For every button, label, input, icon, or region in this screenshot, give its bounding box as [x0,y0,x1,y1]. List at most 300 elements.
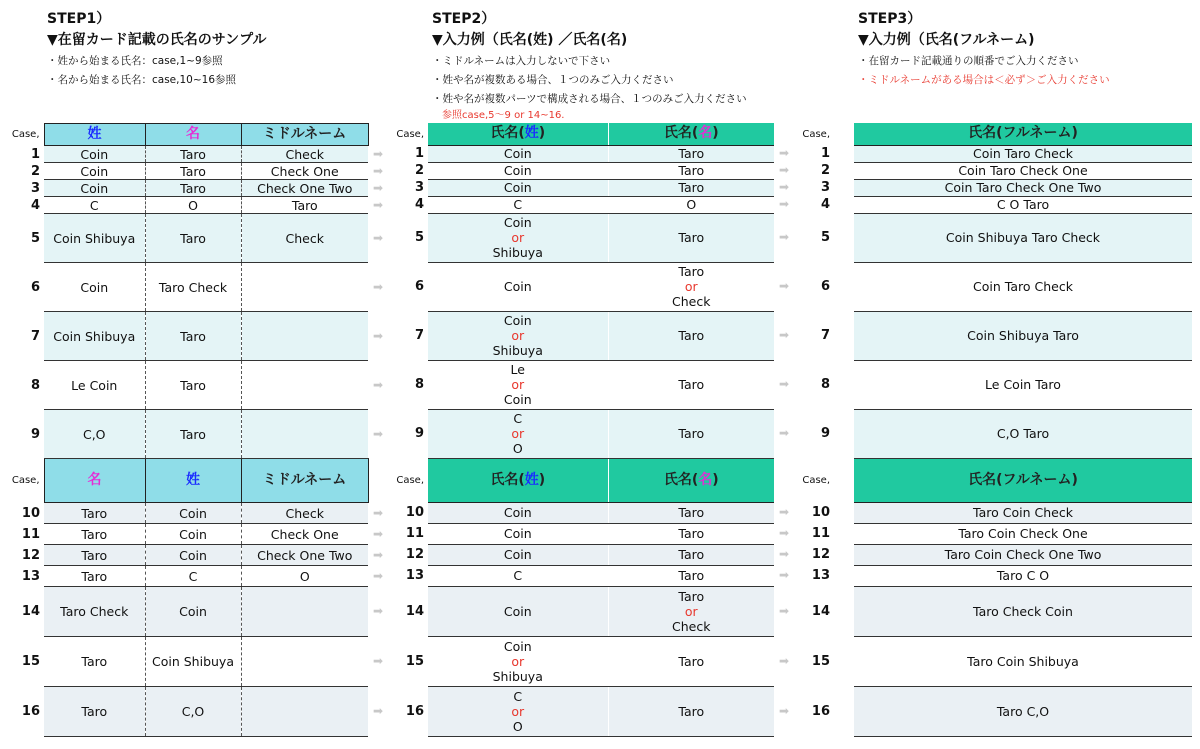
step3-title: STEP3） [858,11,922,27]
cell-fullname: Coin Shibuya Taro Check [854,213,1192,262]
cell-sei [428,636,608,686]
spacer [834,409,854,458]
cell-col-2: C [145,566,241,587]
mei-part: Taro [678,653,705,669]
arrow-icon: ➡ [778,703,790,718]
cell-col-1: C [44,197,145,214]
step2-note-2: ・姓や名が複数ある場合、１つのみご入力ください [432,74,674,86]
cell-sei [428,145,608,162]
step2-title: STEP2） [432,11,496,27]
header-mei-word: 名 [698,471,713,488]
cell-fullname: C O Taro [854,196,1192,213]
cell-col-2: Taro [145,361,241,410]
table-row [794,586,1192,636]
cell-fullname: Taro Coin Check One [854,523,1192,544]
mei-part: Taro [678,588,705,604]
or-label: or [511,703,525,719]
table-row [794,544,1192,565]
arrow-icon: ➡ [778,197,790,211]
spacer [834,145,854,162]
cell-sei [428,162,608,179]
cell-col-1: Coin Shibuya [44,312,145,361]
or-label: or [511,426,525,441]
cell-col-2: Coin Shibuya [145,637,241,687]
table-row [0,163,388,180]
step1-note-2: ・名から始まる氏名：case,10~16参照 [47,74,236,86]
table-row [0,587,388,637]
arrow-icon: ➡ [372,654,384,668]
spacer [834,502,854,523]
cell-middlename: Check [241,146,368,163]
spacer [368,459,388,503]
table-row [0,524,388,545]
cell-middlename [241,587,368,637]
header-mei-pre: 氏名( [663,125,699,142]
or-label: or [511,328,525,343]
spacer [368,124,388,146]
cell-col-2: O [145,197,241,214]
arrow-icon: ➡ [372,146,384,161]
cell-sei [428,179,608,196]
table-row [388,213,794,262]
cell-middlename [241,687,368,737]
arrow-icon: ➡ [372,604,384,618]
cell-mei [608,565,774,586]
table-row [0,410,388,459]
header-sei [428,458,608,502]
cell-fullname: Coin Taro Check [854,145,1192,162]
header-fullname: 氏名(フルネーム) [854,458,1192,502]
cell-mei [608,360,774,409]
case-number: 7 [414,328,424,343]
case-number: 6 [30,279,40,295]
spacer [834,523,854,544]
table-row [388,360,794,409]
cell-col-1: Taro Check [44,587,145,637]
spacer [834,262,854,311]
case-number: 14 [21,604,40,619]
step2-note-3: ・姓や名が複数パーツで構成される場合、１つのみご入力ください [432,93,747,105]
table-row [794,686,1192,736]
cell-mei [608,213,774,262]
cell-col-1: Coin [44,146,145,163]
step1-title: STEP1） [47,11,111,27]
table-row [388,544,794,565]
cell-middlename: Check [241,503,368,524]
arrow-icon: ➡ [778,526,790,540]
case-number: 5 [414,230,424,245]
sei-part: Coin [503,603,532,619]
header-fullname: 氏名(フルネーム) [854,123,1192,145]
cell-sei [428,686,608,736]
arrow-icon: ➡ [778,279,790,293]
sei-part: C [513,197,523,212]
table-row [794,213,1192,262]
arrow-icon: ➡ [778,505,790,519]
arrow-icon: ➡ [372,526,384,541]
spacer [834,586,854,636]
cell-col-1: Taro [44,566,145,587]
table-row [794,409,1192,458]
header-row [388,123,794,145]
sei-part: C [513,411,523,426]
case-number: 1 [414,146,424,161]
table-row [794,523,1192,544]
case-number: 11 [21,526,40,542]
case-number: 16 [811,703,830,719]
arrow-icon: ➡ [778,377,790,391]
arrow-icon: ➡ [372,230,384,245]
cell-col-1: Coin [44,180,145,197]
table-row [388,686,794,736]
cell-col-1: Taro [44,524,145,545]
cell-sei [428,311,608,360]
cell-mei [608,145,774,162]
arrow-icon: ➡ [778,547,790,561]
sei-part: Shibuya [492,245,543,260]
spacer [834,544,854,565]
header-sei-pre: 氏名( [490,471,525,488]
step2-note-1: ・ミドルネームは入力しないで下さい [432,55,611,67]
sei-part: C [513,688,523,704]
spacer [774,458,794,502]
step1-note-1: ・姓から始まる氏名：case,1~9参照 [47,55,223,67]
table-row [388,523,794,544]
arrow-icon: ➡ [372,279,384,294]
table-row [794,262,1192,311]
table-row [0,197,388,214]
cell-sei [428,196,608,213]
arrow-icon: ➡ [372,426,384,441]
mei-part: Check [672,294,711,309]
case-number: 5 [820,230,830,245]
arrow-icon: ➡ [778,653,790,668]
case-number: 10 [811,505,830,520]
case-number: 8 [30,377,40,393]
table-row [794,502,1192,523]
cell-middlename: Check One Two [241,180,368,197]
mei-part: Check [672,618,711,634]
table-row [794,145,1192,162]
cell-middlename [241,361,368,410]
cell-fullname: Taro C,O [854,686,1192,736]
cell-middlename: O [241,566,368,587]
cell-middlename: Check One Two [241,545,368,566]
case-number: 1 [30,146,40,162]
case-number: 2 [30,163,40,179]
step1-header [47,10,267,90]
mei-part: O [686,197,697,212]
cell-col-2: Taro [145,146,241,163]
case-label: Case, [802,128,830,140]
header-mei [608,123,774,145]
step1-subtitle: ▼在留カード記載の氏名のサンプル [47,32,267,48]
cell-mei [608,523,774,544]
case-number: 13 [405,568,424,583]
table-row [0,503,388,524]
cell-mei [608,311,774,360]
arrow-icon: ➡ [778,163,790,177]
mei-part: Taro [678,505,705,520]
mei-part: Taro [678,377,705,392]
table-row [388,179,794,196]
table-row [0,146,388,163]
cell-sei [428,262,608,311]
mei-part: Taro [678,230,705,245]
cell-fullname: Coin Shibuya Taro [854,311,1192,360]
cell-fullname: Taro Coin Check [854,502,1192,523]
cell-col-1: Coin Shibuya [44,214,145,263]
header-mei-post: ) [712,471,719,488]
table-row [388,502,794,523]
spacer [834,196,854,213]
case-number: 3 [414,180,424,195]
step3-note-1: ・在留カード記載通りの順番でご入力ください [858,55,1079,67]
case-label: Case, [11,475,40,486]
case-number: 1 [820,146,830,161]
table-row [0,637,388,687]
sei-part: Coin [503,215,532,230]
case-number: 16 [405,703,424,719]
sei-part: Le [510,362,525,377]
sei-part: Coin [503,392,532,407]
table-row [388,162,794,179]
cell-sei [428,523,608,544]
sei-part: Coin [503,505,532,520]
arrow-icon: ➡ [372,197,384,212]
cell-fullname: Coin Taro Check One [854,162,1192,179]
case-number: 13 [811,568,830,583]
step3-note-2: ・ミドルネームがある場合は＜必ず＞ご入力ください [858,74,1110,86]
cell-mei [608,262,774,311]
step2-header [432,10,747,123]
mei-part: Taro [678,526,705,541]
mei-part: Taro [678,163,705,178]
mei-part: Taro [678,264,705,279]
case-number: 15 [21,654,40,669]
spacer [834,179,854,196]
header-row [794,123,1192,145]
or-label: or [511,230,525,245]
cell-sei [428,565,608,586]
header-sei-word: 姓 [524,125,539,142]
spacer [834,213,854,262]
table-row [0,361,388,410]
cell-col-2: Coin [145,545,241,566]
header-col-middlename: ミドルネーム [241,124,368,146]
arrow-icon: ➡ [372,704,384,718]
header-row [794,458,1192,502]
cell-col-1: Taro [44,545,145,566]
sei-part: Coin [503,146,532,161]
header-row [0,124,388,146]
mei-part: Taro [678,568,705,583]
table-row [794,162,1192,179]
spacer [774,123,794,145]
cell-fullname: Le Coin Taro [854,360,1192,409]
case-number: 5 [30,230,40,246]
table-row [0,312,388,361]
cell-fullname: Taro C O [854,565,1192,586]
cell-fullname: Taro Coin Shibuya [854,636,1192,686]
cell-col-2: Taro [145,312,241,361]
case-number: 9 [30,426,40,442]
registered-name-table [0,123,388,737]
header-col-middlename: ミドルネーム [241,459,368,503]
header-sei-word: 姓 [524,471,539,488]
spacer [834,311,854,360]
cell-mei [608,686,774,736]
case-number: 16 [21,704,40,719]
case-number: 12 [405,547,424,562]
arrow-icon: ➡ [778,180,790,194]
table-row [388,145,794,162]
cell-mei [608,586,774,636]
table-row [794,565,1192,586]
mei-part: Taro [678,180,705,195]
cell-col-1: Taro [44,503,145,524]
header-mei-word: 名 [698,125,713,142]
mei-part: Taro [678,426,705,441]
table-row [388,311,794,360]
cell-middlename [241,263,368,312]
arrow-icon: ➡ [372,568,384,583]
cell-middlename: Check One [241,163,368,180]
case-number: 6 [820,279,830,294]
cell-mei [608,544,774,565]
step3-header [858,10,1110,90]
cell-col-1: C,O [44,410,145,459]
table-row [388,262,794,311]
cell-fullname: Coin Taro Check One Two [854,179,1192,196]
sei-part: Coin [503,638,532,654]
cell-fullname: C,O Taro [854,409,1192,458]
cell-sei [428,360,608,409]
case-number: 14 [405,603,424,619]
case-number: 8 [820,377,830,392]
case-number: 3 [30,180,40,196]
case-number: 11 [811,526,830,541]
cell-fullname: Taro Check Coin [854,586,1192,636]
input-example-fullname-table [794,123,1192,737]
cell-fullname: Coin Taro Check [854,262,1192,311]
arrow-icon: ➡ [778,146,790,160]
arrow-icon: ➡ [778,603,790,618]
cell-sei [428,409,608,458]
cell-col-1: Coin [44,163,145,180]
cell-col-1: Taro [44,637,145,687]
case-number: 7 [820,328,830,343]
case-number: 4 [820,197,830,212]
arrow-icon: ➡ [372,547,384,562]
table-row [0,566,388,587]
arrow-icon: ➡ [778,230,790,244]
sei-part: C [513,568,523,583]
case-number: 4 [414,197,424,212]
cell-middlename [241,312,368,361]
header-col-1: 姓 [44,124,145,146]
table-row [388,636,794,686]
header-sei [428,123,608,145]
arrow-icon: ➡ [778,568,790,582]
case-number: 7 [30,328,40,344]
cell-mei [608,502,774,523]
cell-col-2: Coin [145,503,241,524]
table-row [794,196,1192,213]
cell-col-2: Coin [145,524,241,545]
arrow-icon: ➡ [372,180,384,195]
sei-part: Coin [503,547,532,562]
sei-part: Coin [503,279,532,294]
cell-middlename: Taro [241,197,368,214]
case-label: Case, [802,474,830,486]
table-row [794,179,1192,196]
spacer [834,458,854,502]
table-row [794,360,1192,409]
case-number: 12 [21,547,40,563]
cell-sei [428,213,608,262]
spacer [834,162,854,179]
spacer [834,686,854,736]
cell-mei [608,179,774,196]
or-label: or [511,653,525,669]
cell-sei [428,502,608,523]
mei-part: Taro [678,703,705,719]
step2-reference: 参照case,5〜9 or 14~16. [442,110,565,121]
sei-part: Shibuya [492,343,543,358]
table-row [388,409,794,458]
mei-part: Taro [678,146,705,161]
spacer [834,360,854,409]
header-mei [608,458,774,502]
or-label: or [511,377,525,392]
case-number: 15 [811,653,830,669]
case-number: 4 [30,197,40,213]
or-label: or [684,603,698,619]
sei-part: Coin [503,163,532,178]
spacer [834,123,854,145]
table-row [0,687,388,737]
table-row [0,214,388,263]
case-number: 6 [414,279,424,294]
cell-col-1: Le Coin [44,361,145,410]
case-number: 9 [414,426,424,441]
arrow-icon: ➡ [372,377,384,392]
case-number: 2 [414,163,424,178]
arrow-icon: ➡ [372,163,384,178]
cell-sei [428,544,608,565]
sei-part: O [512,718,523,734]
arrow-icon: ➡ [372,505,384,520]
cell-col-1: Coin [44,263,145,312]
table-row [388,196,794,213]
header-row [0,459,388,503]
cell-mei [608,196,774,213]
header-sei-post: ) [538,125,546,142]
case-number: 13 [21,568,40,584]
sei-part: O [512,441,523,456]
header-mei-post: ) [712,125,719,142]
case-number: 10 [21,505,40,521]
sei-part: Coin [503,313,532,328]
arrow-icon: ➡ [778,426,790,440]
cell-mei [608,162,774,179]
case-number: 9 [820,426,830,441]
case-label: Case, [396,474,424,486]
cell-middlename: Check [241,214,368,263]
cell-col-2: Taro [145,410,241,459]
step3-subtitle: ▼入力例（氏名(フルネーム) [858,32,1035,48]
